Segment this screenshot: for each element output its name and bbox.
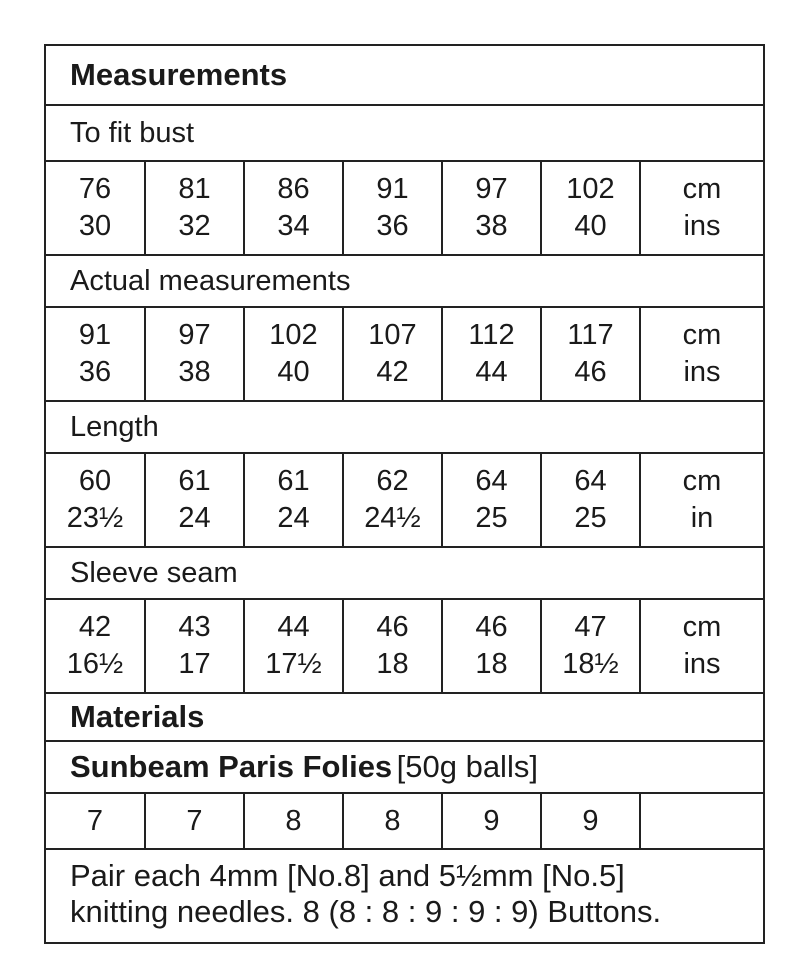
- bust-cells: [46, 162, 763, 254]
- measurements-table: [44, 44, 765, 944]
- ball-count-cell: 8: [245, 794, 344, 848]
- sleeve-label-row: [46, 548, 763, 600]
- measurements-heading-row: [46, 46, 763, 106]
- balls-row: [46, 794, 763, 850]
- length-values-row: [46, 454, 763, 548]
- size-cell: 91 36: [46, 308, 146, 400]
- ball-count-cell: 7: [146, 794, 245, 848]
- actual-cells: [46, 308, 763, 400]
- size-cell: 44 17½: [245, 600, 344, 692]
- yarn-row: [46, 742, 763, 794]
- length-cells: [46, 454, 763, 546]
- unit-cell: cm ins: [682, 611, 722, 680]
- size-cell: 81 32: [146, 162, 245, 254]
- size-cell: 61 24: [146, 454, 245, 546]
- size-cell: 62 24½: [344, 454, 443, 546]
- yarn-ball-weight: [50g balls]: [396, 749, 538, 784]
- size-cell: 86 34: [245, 162, 344, 254]
- size-cell: 42 16½: [46, 600, 146, 692]
- bust-label: To fit bust: [70, 116, 195, 149]
- unit-cell: cm ins: [682, 173, 722, 242]
- size-cell: 91 36: [344, 162, 443, 254]
- size-cell: 117 46: [542, 308, 641, 400]
- sleeve-values-row: [46, 600, 763, 694]
- size-cell: 61 24: [245, 454, 344, 546]
- unit-cell: cm ins: [682, 319, 722, 388]
- size-cell: 46 18: [344, 600, 443, 692]
- size-cell: 64 25: [542, 454, 641, 546]
- size-cell: 112 44: [443, 308, 542, 400]
- needles-line-1: Pair each 4mm [No.8] and 5½mm [No.5]: [70, 858, 625, 893]
- ball-count-cell: 8: [344, 794, 443, 848]
- length-label-row: [46, 402, 763, 454]
- needles-line-2: knitting needles. 8 (8 : 8 : 9 : 9 : 9) Buttons.: [70, 894, 662, 929]
- materials-heading-row: [46, 694, 763, 742]
- actual-values-row: [46, 308, 763, 402]
- actual-label: Actual measurements: [70, 264, 351, 297]
- sleeve-cells: [46, 600, 763, 692]
- needles-text: [46, 850, 763, 930]
- bust-label-row: [46, 106, 763, 162]
- size-cell: 97 38: [146, 308, 245, 400]
- size-cell: 47 18½: [542, 600, 641, 692]
- materials-heading: Materials: [70, 699, 205, 734]
- unit-cell: cm in: [682, 465, 722, 534]
- size-cell: 43 17: [146, 600, 245, 692]
- size-cell: 64 25: [443, 454, 542, 546]
- size-cell: 102 40: [245, 308, 344, 400]
- sleeve-label: Sleeve seam: [70, 556, 238, 589]
- ball-count-cell: 9: [542, 794, 641, 848]
- needles-row: [46, 850, 763, 942]
- bust-values-row: [46, 162, 763, 256]
- balls-cells: [46, 794, 763, 848]
- size-cell: 46 18: [443, 600, 542, 692]
- size-cell: 107 42: [344, 308, 443, 400]
- size-cell: 102 40: [542, 162, 641, 254]
- measurements-heading: Measurements: [70, 57, 288, 92]
- size-cell: 76 30: [46, 162, 146, 254]
- empty-unit-cell: [641, 794, 763, 848]
- ball-count-cell: 7: [46, 794, 146, 848]
- yarn-brand: Sunbeam Paris Folies: [70, 749, 393, 784]
- size-cell: 60 23½: [46, 454, 146, 546]
- length-label: Length: [70, 410, 159, 443]
- actual-label-row: [46, 256, 763, 308]
- ball-count-cell: 9: [443, 794, 542, 848]
- size-cell: 97 38: [443, 162, 542, 254]
